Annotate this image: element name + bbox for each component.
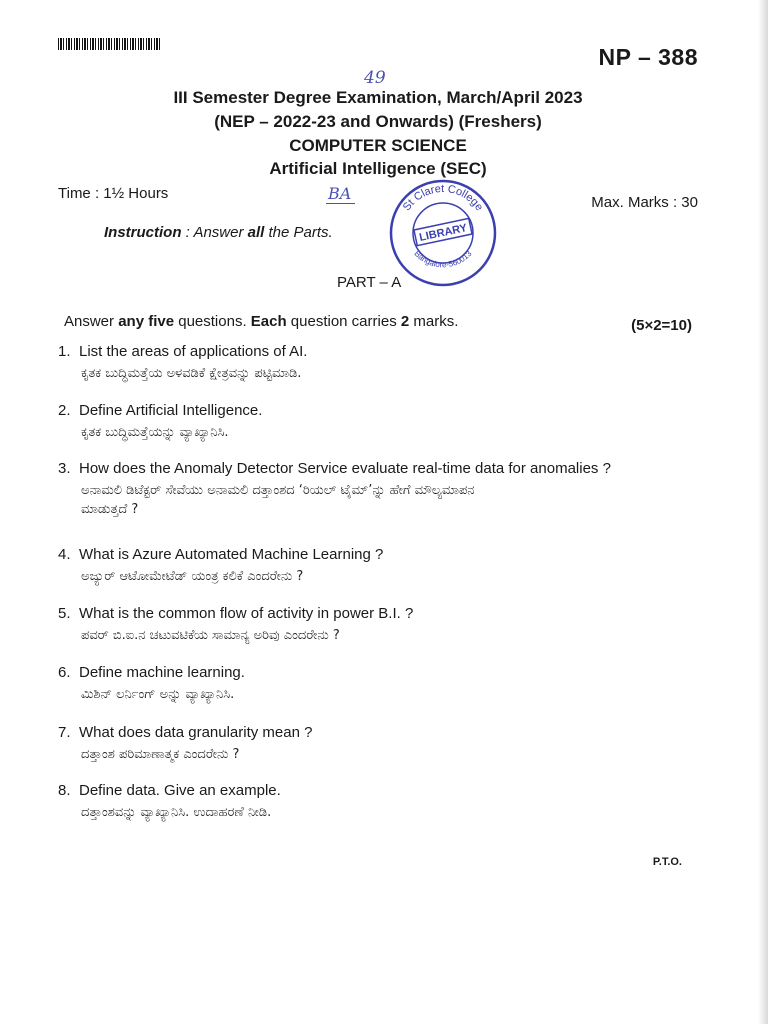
answer-text-2: questions.: [174, 313, 251, 330]
question-text-kn: ಮಿಶಿನ್ ಲರ್ನಿಂಗ್ ಅನ್ನು ವ್ಯಾಖ್ಯಾನಿಸಿ.: [81, 687, 235, 702]
question-text-kn: ಅನಾಮಲಿ ಡಿಟೆಕ್ಟರ್ ಸೇವೆಯು ಅನಾಮಲಿ ದತ್ತಾಂಶದ ‘ರಿಯಲ್ ಟೈಮ್’ನ್ನು ಹೇಗೆ ಮೌಲ್ಯಮಾಪನ: [81, 483, 475, 498]
question-text-kn: ಕೃತಕ ಬುದ್ಧಿಮತ್ತೆಯನ್ನು ವ್ಯಾಖ್ಯಾನಿಸಿ.: [81, 425, 229, 440]
question-number: 1.: [58, 343, 71, 360]
stamp-top-text: St Claret College: [400, 183, 486, 214]
question-text-kn: ಅಜ್ಯುರ್ ಆಟೋಮೇಟೆಡ್ ಯಂತ್ರ ಕಲಿಕೆ ಎಂದರೇನು ?: [81, 569, 304, 584]
question-number: 7.: [58, 724, 71, 741]
question-text-en: What does data granularity mean ?: [79, 724, 313, 741]
question-text-kn: ಕೃತಕ ಬುದ್ಧಿಮತ್ತೆಯ ಅಳವಡಿಕೆ ಕ್ಷೇತ್ರವನ್ನು ಪಟ್ಟಿಮಾಡಿ.: [81, 366, 302, 381]
stamp-center-text: LIBRARY: [418, 222, 469, 244]
answer-bold-3: 2: [400, 313, 410, 330]
max-marks: Max. Marks : 30: [591, 194, 698, 211]
paper-code: NP – 388: [598, 44, 698, 70]
library-stamp: [386, 176, 500, 290]
question-number: 4.: [58, 546, 71, 563]
question: [58, 605, 413, 643]
question: [58, 460, 611, 517]
question-text-en: List the areas of applications of AI.: [79, 343, 308, 360]
question-text-en: Define Artificial Intelligence.: [79, 402, 263, 419]
handwritten-stream: BA: [326, 184, 355, 204]
page-turn-note: P.T.O.: [652, 856, 682, 868]
marks-scheme: (5×2=10): [631, 317, 692, 334]
question-text-kn: ಪವರ್ ಬಿ.ಐ.ನ ಚಟುವಟಿಕೆಯ ಸಾಮಾನ್ಯ ಅರಿವು ಎಂದರೇನು ?: [81, 628, 340, 643]
exam-paper: Artificial Intelligence (SEC): [269, 159, 487, 178]
instruction: [104, 224, 333, 241]
instruction-emph: all: [247, 224, 265, 241]
exam-scheme: (NEP – 2022-23 and Onwards) (Freshers): [214, 112, 542, 131]
page-edge-shadow: [758, 0, 768, 1024]
question-text-en: What is Azure Automated Machine Learning ?: [79, 546, 384, 563]
handwritten-number: 49: [364, 68, 386, 88]
question-number: 5.: [58, 605, 71, 622]
time-allowed: Time : 1½ Hours: [58, 185, 169, 202]
question: [58, 343, 307, 381]
answer-instruction: [64, 313, 458, 330]
answer-bold-1: any five: [118, 313, 175, 330]
question: [58, 402, 262, 440]
question: [58, 546, 383, 584]
question-text-en: Define data. Give an example.: [79, 782, 281, 799]
question-text-kn-cont: ಮಾಡುತ್ತದೆ ?: [81, 502, 139, 517]
exam-subject: COMPUTER SCIENCE: [289, 136, 467, 155]
instruction-pre: : Answer: [181, 224, 248, 241]
question: [58, 782, 281, 820]
question-number: 3.: [58, 460, 71, 477]
question-text-kn: ದತ್ತಾಂಶ ಪರಿಮಾಣಾತ್ಮಕ ಎಂದರೇನು ?: [81, 747, 240, 762]
question-number: 2.: [58, 402, 71, 419]
instruction-label: Instruction: [104, 224, 182, 241]
answer-text-4: marks.: [409, 313, 459, 330]
question-text-en: How does the Anomaly Detector Service evaluate real-time data for anomalies ?: [79, 460, 611, 477]
answer-bold-2: Each: [250, 313, 287, 330]
question: [58, 724, 312, 762]
question-number: 6.: [58, 664, 71, 681]
question-text-kn: ದತ್ತಾಂಶವನ್ನು ವ್ಯಾಖ್ಯಾನಿಸಿ. ಉದಾಹರಣೆ ನೀಡಿ.: [81, 805, 272, 820]
question-text-en: What is the common flow of activity in power B.I. ?: [79, 605, 414, 622]
svg-text:Bangalore-560013: [412, 249, 473, 270]
answer-text-3: question carries: [286, 313, 401, 330]
exam-title: III Semester Degree Examination, March/April 2023: [173, 88, 583, 107]
instruction-post: the Parts.: [264, 224, 333, 241]
part-label: PART – A: [337, 274, 402, 291]
barcode: [58, 38, 162, 50]
svg-text:St Claret College: [401, 183, 485, 213]
question-number: 8.: [58, 782, 71, 799]
answer-text-1: Answer: [64, 313, 119, 330]
question: [58, 664, 245, 702]
question-text-en: Define machine learning.: [79, 664, 245, 681]
stamp-bottom-text: Bangalore-560013: [412, 249, 474, 270]
